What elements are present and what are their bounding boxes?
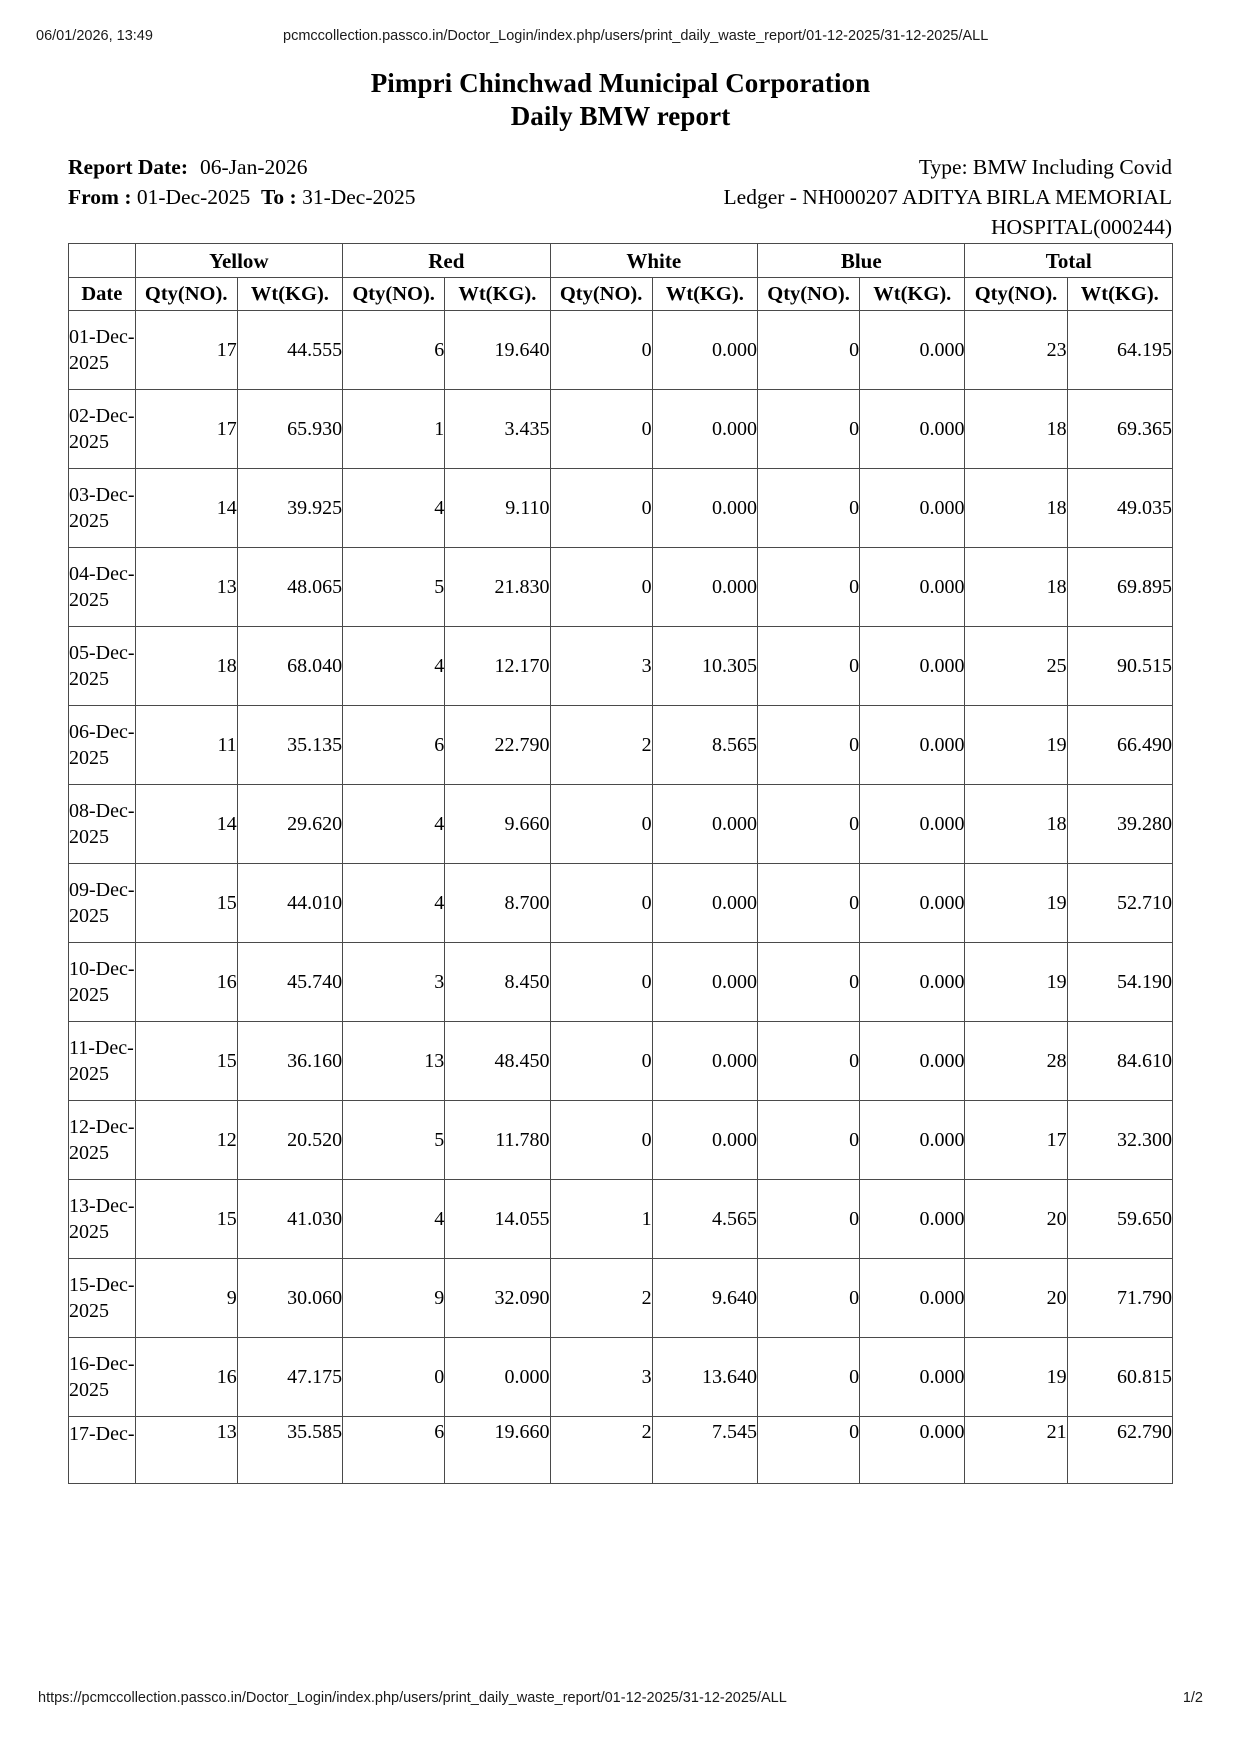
table-head bbox=[69, 244, 1173, 311]
print-page-number: 1/2 bbox=[1182, 1690, 1203, 1706]
cell-total-qty: 18 bbox=[965, 548, 1067, 627]
cell-date: 01-Dec-2025 bbox=[69, 311, 136, 390]
cell-yellow-qty: 13 bbox=[135, 548, 237, 627]
cell-white-qty: 0 bbox=[550, 785, 652, 864]
cell-total-qty: 23 bbox=[965, 311, 1067, 390]
ledger-row: Ledger - NH000207 ADITYA BIRLA MEMORIAL HOSPITAL(000244) bbox=[723, 185, 1172, 239]
cell-total-wt: 69.365 bbox=[1067, 390, 1172, 469]
cell-total-qty: 21 bbox=[965, 1417, 1067, 1484]
cell-blue-qty: 0 bbox=[758, 627, 860, 706]
cell-yellow-wt: 68.040 bbox=[237, 627, 342, 706]
cell-red-wt: 32.090 bbox=[445, 1259, 550, 1338]
cell-blue-qty: 0 bbox=[758, 785, 860, 864]
group-header-blank bbox=[69, 244, 136, 278]
table-row bbox=[69, 1022, 1173, 1101]
cell-total-qty: 18 bbox=[965, 469, 1067, 548]
cell-white-wt: 13.640 bbox=[652, 1338, 757, 1417]
cell-white-wt: 7.545 bbox=[652, 1417, 757, 1484]
cell-yellow-wt: 65.930 bbox=[237, 390, 342, 469]
column-header-total-wt: Wt(KG). bbox=[1067, 278, 1172, 311]
cell-date: 15-Dec-2025 bbox=[69, 1259, 136, 1338]
table-row bbox=[69, 1259, 1173, 1338]
cell-red-qty: 4 bbox=[343, 785, 445, 864]
cell-blue-qty: 0 bbox=[758, 1259, 860, 1338]
table-row bbox=[69, 943, 1173, 1022]
report-date-value: 06-Jan-2026 bbox=[200, 155, 308, 179]
cell-yellow-qty: 12 bbox=[135, 1101, 237, 1180]
cell-blue-qty: 0 bbox=[758, 311, 860, 390]
print-url-header: pcmccollection.passco.in/Doctor_Login/index.php/users/print_daily_waste_report/01-12-2025/31-12-2025/ALL bbox=[283, 28, 989, 44]
cell-yellow-wt: 35.585 bbox=[237, 1417, 342, 1484]
cell-total-qty: 18 bbox=[965, 785, 1067, 864]
cell-red-wt: 0.000 bbox=[445, 1338, 550, 1417]
report-meta bbox=[0, 152, 1241, 242]
column-header-red-wt: Wt(KG). bbox=[445, 278, 550, 311]
cell-total-wt: 54.190 bbox=[1067, 943, 1172, 1022]
cell-blue-wt: 0.000 bbox=[860, 1101, 965, 1180]
to-label: To : bbox=[261, 185, 297, 209]
cell-total-wt: 64.195 bbox=[1067, 311, 1172, 390]
cell-total-qty: 25 bbox=[965, 627, 1067, 706]
cell-red-qty: 4 bbox=[343, 469, 445, 548]
cell-yellow-qty: 15 bbox=[135, 1180, 237, 1259]
table-row bbox=[69, 706, 1173, 785]
cell-total-wt: 39.280 bbox=[1067, 785, 1172, 864]
column-header-white-wt: Wt(KG). bbox=[652, 278, 757, 311]
cell-white-wt: 4.565 bbox=[652, 1180, 757, 1259]
cell-white-qty: 0 bbox=[550, 864, 652, 943]
cell-blue-wt: 0.000 bbox=[860, 785, 965, 864]
cell-white-qty: 0 bbox=[550, 1101, 652, 1180]
cell-total-qty: 20 bbox=[965, 1180, 1067, 1259]
cell-date: 04-Dec-2025 bbox=[69, 548, 136, 627]
cell-date: 09-Dec-2025 bbox=[69, 864, 136, 943]
cell-red-qty: 4 bbox=[343, 864, 445, 943]
cell-total-wt: 52.710 bbox=[1067, 864, 1172, 943]
cell-yellow-qty: 14 bbox=[135, 785, 237, 864]
organization-name: Pimpri Chinchwad Municipal Corporation bbox=[370, 68, 871, 98]
cell-white-wt: 0.000 bbox=[652, 864, 757, 943]
cell-yellow-wt: 41.030 bbox=[237, 1180, 342, 1259]
group-header-yellow: Yellow bbox=[135, 244, 342, 278]
cell-white-qty: 0 bbox=[550, 548, 652, 627]
cell-yellow-qty: 15 bbox=[135, 864, 237, 943]
cell-date: 11-Dec-2025 bbox=[69, 1022, 136, 1101]
cell-red-qty: 0 bbox=[343, 1338, 445, 1417]
cell-yellow-wt: 47.175 bbox=[237, 1338, 342, 1417]
cell-yellow-qty: 18 bbox=[135, 627, 237, 706]
table-body bbox=[69, 311, 1173, 1484]
cell-yellow-wt: 45.740 bbox=[237, 943, 342, 1022]
cell-date: 12-Dec-2025 bbox=[69, 1101, 136, 1180]
cell-white-qty: 3 bbox=[550, 627, 652, 706]
cell-yellow-wt: 44.555 bbox=[237, 311, 342, 390]
table-row bbox=[69, 627, 1173, 706]
column-header-blue-wt: Wt(KG). bbox=[860, 278, 965, 311]
cell-white-wt: 0.000 bbox=[652, 943, 757, 1022]
cell-blue-qty: 0 bbox=[758, 390, 860, 469]
cell-total-wt: 59.650 bbox=[1067, 1180, 1172, 1259]
cell-white-wt: 9.640 bbox=[652, 1259, 757, 1338]
cell-blue-qty: 0 bbox=[758, 1338, 860, 1417]
cell-white-wt: 10.305 bbox=[652, 627, 757, 706]
cell-blue-wt: 0.000 bbox=[860, 864, 965, 943]
cell-blue-wt: 0.000 bbox=[860, 311, 965, 390]
cell-blue-wt: 0.000 bbox=[860, 469, 965, 548]
cell-yellow-wt: 44.010 bbox=[237, 864, 342, 943]
cell-red-wt: 22.790 bbox=[445, 706, 550, 785]
report-date-label: Report Date: bbox=[68, 155, 188, 179]
cell-total-qty: 18 bbox=[965, 390, 1067, 469]
cell-date: 08-Dec-2025 bbox=[69, 785, 136, 864]
cell-red-wt: 3.435 bbox=[445, 390, 550, 469]
cell-date: 02-Dec-2025 bbox=[69, 390, 136, 469]
column-header-blue-qty: Qty(NO). bbox=[758, 278, 860, 311]
cell-white-wt: 0.000 bbox=[652, 548, 757, 627]
cell-total-wt: 66.490 bbox=[1067, 706, 1172, 785]
group-header-red: Red bbox=[343, 244, 550, 278]
table-group-header-row bbox=[69, 244, 1173, 278]
table-row bbox=[69, 1417, 1173, 1484]
waste-type-row: Type: BMW Including Covid bbox=[918, 155, 1172, 179]
cell-red-wt: 14.055 bbox=[445, 1180, 550, 1259]
cell-date: 16-Dec-2025 bbox=[69, 1338, 136, 1417]
cell-date: 03-Dec-2025 bbox=[69, 469, 136, 548]
cell-yellow-qty: 15 bbox=[135, 1022, 237, 1101]
cell-blue-qty: 0 bbox=[758, 1417, 860, 1484]
cell-date: 13-Dec-2025 bbox=[69, 1180, 136, 1259]
table-row bbox=[69, 1338, 1173, 1417]
column-header-total-qty: Qty(NO). bbox=[965, 278, 1067, 311]
cell-red-wt: 11.780 bbox=[445, 1101, 550, 1180]
cell-white-qty: 2 bbox=[550, 1259, 652, 1338]
cell-white-wt: 0.000 bbox=[652, 1022, 757, 1101]
table-row bbox=[69, 864, 1173, 943]
cell-blue-wt: 0.000 bbox=[860, 390, 965, 469]
group-header-white: White bbox=[550, 244, 757, 278]
cell-total-qty: 19 bbox=[965, 943, 1067, 1022]
cell-total-qty: 19 bbox=[965, 864, 1067, 943]
cell-blue-wt: 0.000 bbox=[860, 943, 965, 1022]
cell-white-qty: 0 bbox=[550, 469, 652, 548]
cell-white-qty: 2 bbox=[550, 1417, 652, 1484]
cell-total-qty: 19 bbox=[965, 1338, 1067, 1417]
cell-red-wt: 21.830 bbox=[445, 548, 550, 627]
report-meta-left bbox=[68, 152, 588, 212]
cell-yellow-wt: 29.620 bbox=[237, 785, 342, 864]
cell-yellow-wt: 36.160 bbox=[237, 1022, 342, 1101]
browser-print-footer bbox=[0, 1690, 1241, 1712]
cell-blue-wt: 0.000 bbox=[860, 548, 965, 627]
cell-red-qty: 5 bbox=[343, 548, 445, 627]
cell-white-qty: 0 bbox=[550, 1022, 652, 1101]
cell-white-wt: 0.000 bbox=[652, 469, 757, 548]
cell-blue-wt: 0.000 bbox=[860, 1417, 965, 1484]
cell-blue-qty: 0 bbox=[758, 864, 860, 943]
daily-bmw-table bbox=[68, 243, 1173, 1484]
cell-yellow-qty: 11 bbox=[135, 706, 237, 785]
cell-blue-qty: 0 bbox=[758, 548, 860, 627]
cell-date: 17-Dec- bbox=[69, 1417, 136, 1484]
print-timestamp: 06/01/2026, 13:49 bbox=[36, 28, 153, 44]
cell-total-wt: 62.790 bbox=[1067, 1417, 1172, 1484]
cell-yellow-wt: 30.060 bbox=[237, 1259, 342, 1338]
table-row bbox=[69, 390, 1173, 469]
report-meta-right bbox=[612, 152, 1172, 242]
table-row bbox=[69, 1101, 1173, 1180]
column-header-white-qty: Qty(NO). bbox=[550, 278, 652, 311]
cell-total-qty: 19 bbox=[965, 706, 1067, 785]
cell-yellow-qty: 17 bbox=[135, 311, 237, 390]
cell-blue-qty: 0 bbox=[758, 1180, 860, 1259]
cell-red-qty: 3 bbox=[343, 943, 445, 1022]
cell-date: 05-Dec-2025 bbox=[69, 627, 136, 706]
cell-blue-wt: 0.000 bbox=[860, 1180, 965, 1259]
cell-blue-qty: 0 bbox=[758, 706, 860, 785]
date-range-row bbox=[68, 182, 588, 212]
cell-white-wt: 0.000 bbox=[652, 390, 757, 469]
table-row bbox=[69, 548, 1173, 627]
cell-total-wt: 60.815 bbox=[1067, 1338, 1172, 1417]
cell-yellow-qty: 16 bbox=[135, 1338, 237, 1417]
cell-date: 10-Dec-2025 bbox=[69, 943, 136, 1022]
cell-total-wt: 71.790 bbox=[1067, 1259, 1172, 1338]
from-label: From : bbox=[68, 185, 132, 209]
cell-white-qty: 0 bbox=[550, 943, 652, 1022]
cell-red-wt: 9.110 bbox=[445, 469, 550, 548]
cell-total-qty: 17 bbox=[965, 1101, 1067, 1180]
cell-blue-wt: 0.000 bbox=[860, 1022, 965, 1101]
cell-blue-wt: 0.000 bbox=[860, 1338, 965, 1417]
cell-blue-qty: 0 bbox=[758, 1101, 860, 1180]
column-header-red-qty: Qty(NO). bbox=[343, 278, 445, 311]
cell-yellow-qty: 16 bbox=[135, 943, 237, 1022]
cell-red-qty: 4 bbox=[343, 1180, 445, 1259]
cell-blue-wt: 0.000 bbox=[860, 627, 965, 706]
cell-red-wt: 9.660 bbox=[445, 785, 550, 864]
from-value: 01-Dec-2025 bbox=[136, 185, 251, 209]
cell-red-wt: 19.640 bbox=[445, 311, 550, 390]
cell-red-wt: 48.450 bbox=[445, 1022, 550, 1101]
cell-total-wt: 84.610 bbox=[1067, 1022, 1172, 1101]
cell-blue-qty: 0 bbox=[758, 1022, 860, 1101]
cell-total-qty: 28 bbox=[965, 1022, 1067, 1101]
cell-white-qty: 1 bbox=[550, 1180, 652, 1259]
page-title bbox=[0, 67, 1241, 133]
cell-blue-wt: 0.000 bbox=[860, 706, 965, 785]
cell-white-qty: 2 bbox=[550, 706, 652, 785]
cell-red-qty: 5 bbox=[343, 1101, 445, 1180]
cell-white-qty: 0 bbox=[550, 311, 652, 390]
cell-total-qty: 20 bbox=[965, 1259, 1067, 1338]
cell-red-wt: 8.700 bbox=[445, 864, 550, 943]
cell-yellow-qty: 9 bbox=[135, 1259, 237, 1338]
cell-white-wt: 0.000 bbox=[652, 785, 757, 864]
cell-yellow-qty: 14 bbox=[135, 469, 237, 548]
cell-blue-wt: 0.000 bbox=[860, 1259, 965, 1338]
table-row bbox=[69, 469, 1173, 548]
cell-red-qty: 1 bbox=[343, 390, 445, 469]
cell-yellow-wt: 39.925 bbox=[237, 469, 342, 548]
cell-yellow-wt: 48.065 bbox=[237, 548, 342, 627]
cell-total-wt: 49.035 bbox=[1067, 469, 1172, 548]
cell-white-qty: 3 bbox=[550, 1338, 652, 1417]
cell-red-wt: 19.660 bbox=[445, 1417, 550, 1484]
cell-red-qty: 6 bbox=[343, 1417, 445, 1484]
group-header-total: Total bbox=[965, 244, 1173, 278]
table-row bbox=[69, 311, 1173, 390]
cell-red-qty: 9 bbox=[343, 1259, 445, 1338]
cell-blue-qty: 0 bbox=[758, 469, 860, 548]
cell-white-wt: 0.000 bbox=[652, 311, 757, 390]
report-name: Daily BMW report bbox=[510, 101, 731, 131]
cell-total-wt: 69.895 bbox=[1067, 548, 1172, 627]
cell-red-wt: 8.450 bbox=[445, 943, 550, 1022]
report-date-row bbox=[68, 152, 588, 182]
print-url-footer: https://pcmccollection.passco.in/Doctor_Login/index.php/users/print_daily_waste_report/01-12-2025/31-12-2025/ALL bbox=[38, 1690, 787, 1706]
column-header-date: Date bbox=[69, 278, 136, 311]
cell-blue-qty: 0 bbox=[758, 943, 860, 1022]
table-row bbox=[69, 1180, 1173, 1259]
cell-red-wt: 12.170 bbox=[445, 627, 550, 706]
group-header-blue: Blue bbox=[758, 244, 965, 278]
column-header-yellow-qty: Qty(NO). bbox=[135, 278, 237, 311]
cell-red-qty: 6 bbox=[343, 311, 445, 390]
cell-red-qty: 6 bbox=[343, 706, 445, 785]
cell-date: 06-Dec-2025 bbox=[69, 706, 136, 785]
to-value: 31-Dec-2025 bbox=[302, 185, 416, 209]
table-sub-header-row bbox=[69, 278, 1173, 311]
cell-yellow-qty: 13 bbox=[135, 1417, 237, 1484]
cell-white-qty: 0 bbox=[550, 390, 652, 469]
cell-white-wt: 0.000 bbox=[652, 1101, 757, 1180]
cell-white-wt: 8.565 bbox=[652, 706, 757, 785]
cell-yellow-wt: 35.135 bbox=[237, 706, 342, 785]
cell-yellow-wt: 20.520 bbox=[237, 1101, 342, 1180]
cell-yellow-qty: 17 bbox=[135, 390, 237, 469]
cell-total-wt: 90.515 bbox=[1067, 627, 1172, 706]
table-row bbox=[69, 785, 1173, 864]
cell-total-wt: 32.300 bbox=[1067, 1101, 1172, 1180]
cell-red-qty: 13 bbox=[343, 1022, 445, 1101]
column-header-yellow-wt: Wt(KG). bbox=[237, 278, 342, 311]
cell-red-qty: 4 bbox=[343, 627, 445, 706]
